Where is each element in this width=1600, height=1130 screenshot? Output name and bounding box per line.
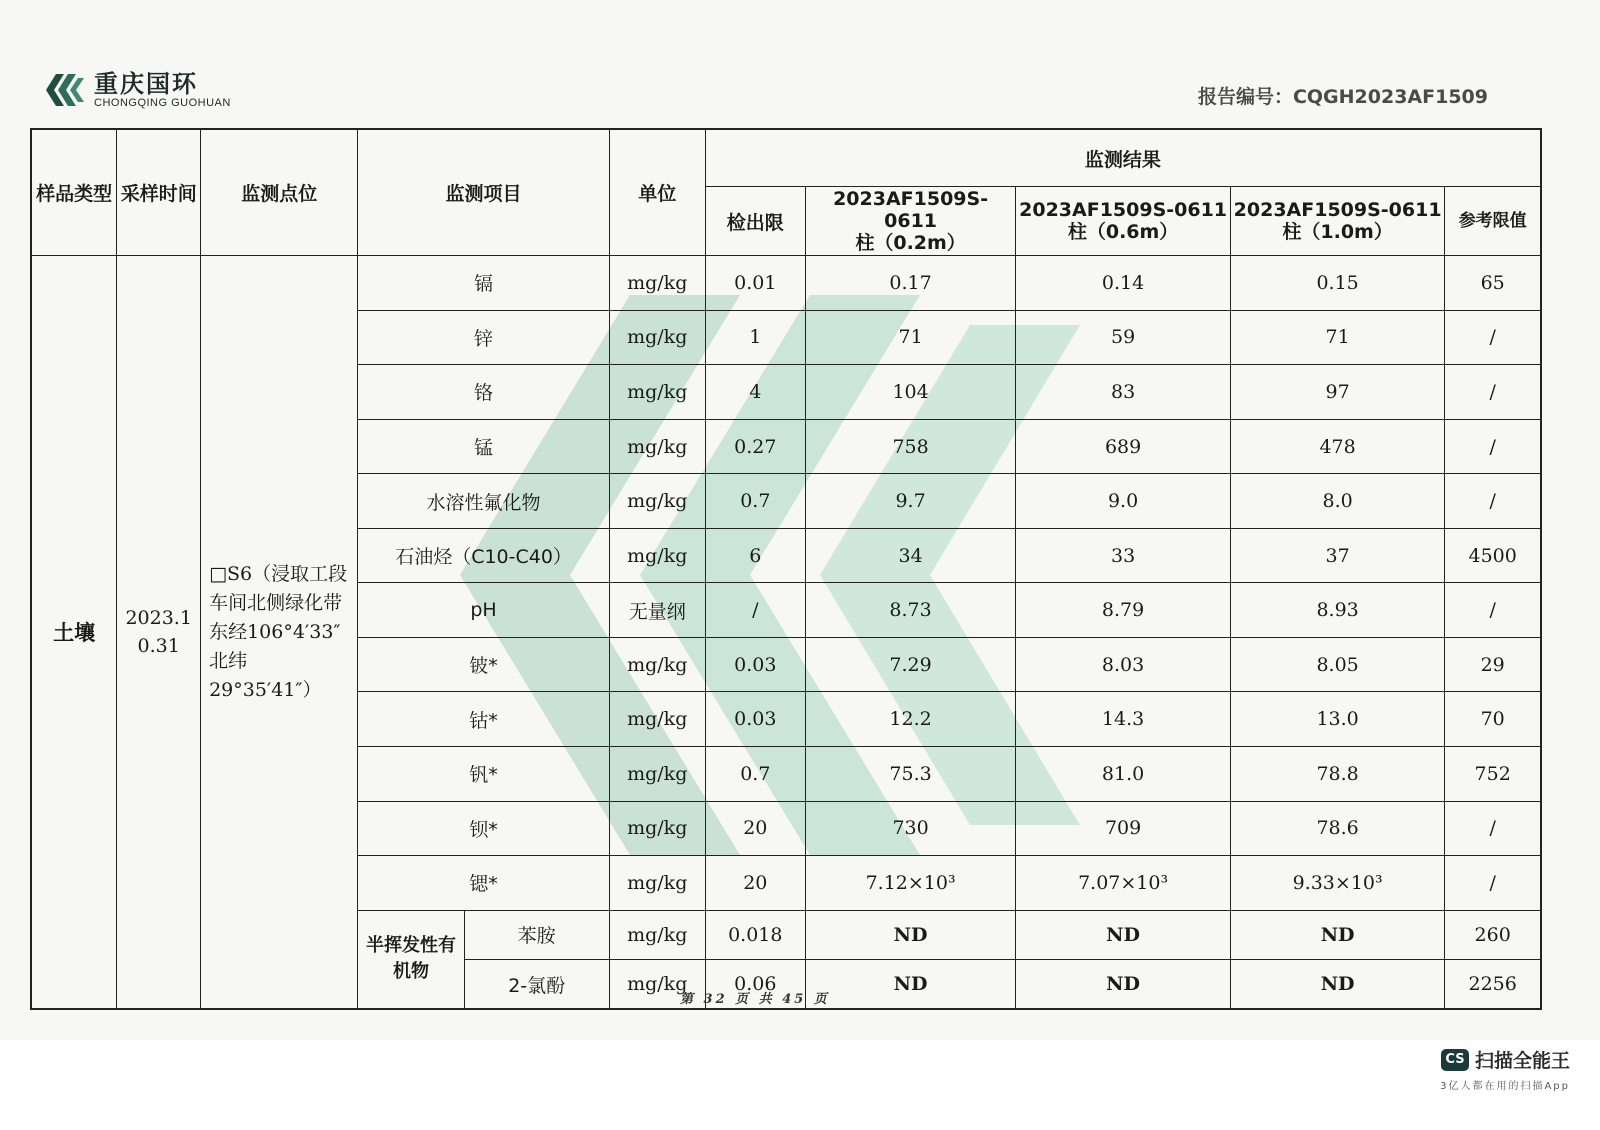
item-cell: 锌 [358,310,609,365]
header-item: 监测项目 [358,129,609,256]
ref-cell: 70 [1445,692,1541,747]
header-sample-type: 样品类型 [31,129,117,256]
unit-cell: mg/kg [609,474,705,529]
ref-cell: 2256 [1445,960,1541,1009]
v2-cell: 81.0 [1016,747,1231,802]
limit-cell: / [705,583,805,638]
header-unit: 单位 [609,129,705,256]
v2-cell: 14.3 [1016,692,1231,747]
v1-cell: ND [805,910,1015,959]
unit-cell: mg/kg [609,256,705,311]
v2-cell: 0.14 [1016,256,1231,311]
v3-cell: 8.93 [1230,583,1445,638]
item-cell: 铬 [358,365,609,420]
item-cell: 钡* [358,801,609,856]
unit-cell: mg/kg [609,365,705,420]
limit-cell: 0.03 [705,692,805,747]
table-body [31,256,1541,1009]
ref-cell: / [1445,365,1541,420]
page-number: 第 32 页 共 45 页 [680,992,830,1007]
item-cell: 铍* [358,637,609,692]
limit-cell: 0.018 [705,910,805,959]
header-detection-limit: 检出限 [705,187,805,256]
v2-cell: 7.07×10³ [1016,856,1231,911]
v1-cell: 9.7 [805,474,1015,529]
v2-cell: 59 [1016,310,1231,365]
v2-cell: 8.03 [1016,637,1231,692]
limit-cell: 0.27 [705,419,805,474]
item-cell: 镉 [358,256,609,311]
ref-cell: / [1445,583,1541,638]
unit-cell: mg/kg [609,747,705,802]
v2-cell: 709 [1016,801,1231,856]
v1-cell: ND [805,960,1015,1009]
ref-cell: / [1445,310,1541,365]
item-cell: 钒* [358,747,609,802]
limit-cell: 0.7 [705,747,805,802]
v1-cell: 0.17 [805,256,1015,311]
v2-cell: 8.79 [1016,583,1231,638]
v1-cell: 104 [805,365,1015,420]
v3-cell: 78.8 [1230,747,1445,802]
v1-cell: 7.29 [805,637,1015,692]
v1-cell: 758 [805,419,1015,474]
ref-cell: 752 [1445,747,1541,802]
header-col1 [805,187,1015,256]
company-logo-icon [44,70,86,110]
scanner-badge [1440,1046,1570,1092]
item-cell: 锶* [358,856,609,911]
unit-cell: mg/kg [609,528,705,583]
ref-cell: / [1445,801,1541,856]
limit-cell: 4 [705,365,805,420]
scanner-tagline: 3亿人都在用的扫描App [1440,1081,1570,1092]
site-cell: □S6（浸取工段车间北侧绿化带 东经106°4′33″ 北纬 29°35′41″） [201,256,358,1009]
sampling-time-cell: 2023.10.31 [117,256,201,1009]
v2-cell: 9.0 [1016,474,1231,529]
item-cell: 石油烃（C10-C40） [358,528,609,583]
v1-cell: 8.73 [805,583,1015,638]
v3-cell: ND [1230,960,1445,1009]
item-cell: 锰 [358,419,609,474]
unit-cell: mg/kg [609,692,705,747]
v2-cell: 33 [1016,528,1231,583]
header-col2 [1016,187,1231,256]
limit-cell: 0.7 [705,474,805,529]
ref-cell: 29 [1445,637,1541,692]
company-name-cn: 重庆国环 [94,70,198,98]
header-col2-depth: 柱（0.6m） [1067,221,1179,244]
header-sampling-time: 采样时间 [117,129,201,256]
monitoring-results-table [30,128,1542,1010]
unit-cell: mg/kg [609,419,705,474]
limit-cell: 20 [705,856,805,911]
company-logo [44,70,231,110]
item-cell: 2-氯酚 [464,960,609,1009]
unit-cell: 无量纲 [609,583,705,638]
camscanner-icon: CS [1441,1049,1469,1071]
header-col2-code: 2023AF1509S-0611 [1019,199,1228,222]
v3-cell: 478 [1230,419,1445,474]
v2-cell: ND [1016,910,1231,959]
header-site: 监测点位 [201,129,358,256]
limit-cell: 0.01 [705,256,805,311]
company-name-en: CHONGQING GUOHUAN [94,97,231,109]
header-ref-limit: 参考限值 [1445,187,1541,256]
unit-cell: mg/kg [609,637,705,692]
unit-cell: mg/kg [609,801,705,856]
v2-cell: 689 [1016,419,1231,474]
v3-cell: ND [1230,910,1445,959]
sample-type-cell: 土壤 [31,256,117,1009]
v1-cell: 34 [805,528,1015,583]
table-row [31,256,1541,311]
limit-cell: 20 [705,801,805,856]
ref-cell: / [1445,856,1541,911]
header-col3-code: 2023AF1509S-0611 [1233,199,1442,222]
v1-cell: 7.12×10³ [805,856,1015,911]
ref-cell: / [1445,474,1541,529]
v3-cell: 13.0 [1230,692,1445,747]
ref-cell: 260 [1445,910,1541,959]
v3-cell: 9.33×10³ [1230,856,1445,911]
v1-cell: 12.2 [805,692,1015,747]
report-number: 报告编号：CQGH2023AF1509 [1197,86,1488,108]
limit-cell: 0.03 [705,637,805,692]
svoc-group-cell: 半挥发性有机物 [358,910,464,1009]
v3-cell: 78.6 [1230,801,1445,856]
v2-cell: 83 [1016,365,1231,420]
item-cell: 水溶性氟化物 [358,474,609,529]
v3-cell: 71 [1230,310,1445,365]
v2-cell: ND [1016,960,1231,1009]
item-cell: 苯胺 [464,910,609,959]
v3-cell: 97 [1230,365,1445,420]
ref-cell: 4500 [1445,528,1541,583]
item-cell: pH [358,583,609,638]
header-col3 [1230,187,1445,256]
unit-cell: mg/kg [609,960,705,1009]
v3-cell: 8.05 [1230,637,1445,692]
v3-cell: 37 [1230,528,1445,583]
v3-cell: 8.0 [1230,474,1445,529]
header-col1-depth: 柱（0.2m） [855,232,966,255]
unit-cell: mg/kg [609,856,705,911]
v1-cell: 71 [805,310,1015,365]
header-results: 监测结果 [705,129,1541,187]
ref-cell: / [1445,419,1541,474]
header-col1-code: 2023AF1509S-0611 [833,188,989,233]
ref-cell: 65 [1445,256,1541,311]
v1-cell: 730 [805,801,1015,856]
header-col3-depth: 柱（1.0m） [1282,221,1393,244]
limit-cell: 6 [705,528,805,583]
item-cell: 钴* [358,692,609,747]
unit-cell: mg/kg [609,310,705,365]
limit-cell: 0.06 [705,960,805,1009]
limit-cell: 1 [705,310,805,365]
unit-cell: mg/kg [609,910,705,959]
v1-cell: 75.3 [805,747,1015,802]
scanner-name: 扫描全能王 [1474,1050,1570,1072]
v3-cell: 0.15 [1230,256,1445,311]
